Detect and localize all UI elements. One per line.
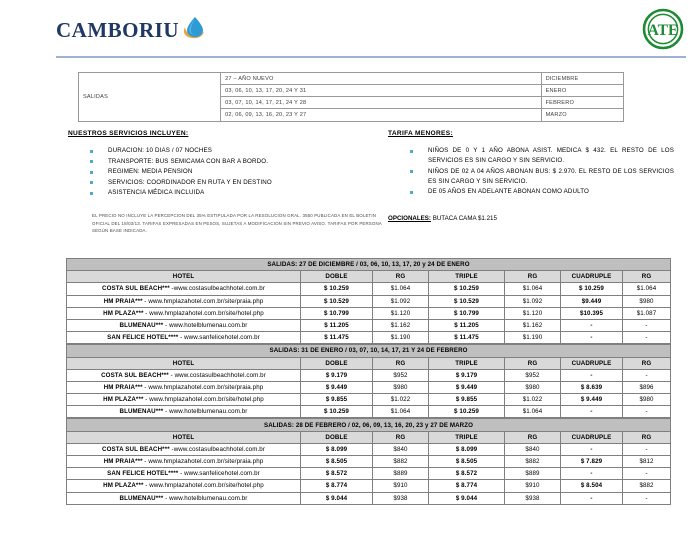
price-table-band-row [67, 345, 671, 357]
price-doble: $ 9.044 [301, 492, 373, 504]
price-rg3: - [623, 468, 671, 480]
price-rg1: $840 [373, 443, 429, 455]
price-cuadruple: - [561, 319, 623, 331]
table-row [67, 456, 671, 468]
column-header-doble: DOBLE [301, 357, 373, 369]
table-row [67, 283, 671, 295]
column-header-doble: DOBLE [301, 431, 373, 443]
price-doble: $ 8.572 [301, 468, 373, 480]
hotel-site: - www.hotelblumenau.com.br [163, 494, 248, 502]
price-rg1: $952 [373, 369, 429, 381]
menores-title: TARIFA MENORES: [388, 130, 453, 137]
price-cuadruple: $ 9.449 [561, 394, 623, 406]
list-item: ASISTENCIA MÉDICA INCLUIDA [90, 188, 378, 198]
price-rg1: $910 [373, 480, 429, 492]
hotel-site: - www.hmplazahotel.com.br/site/hotel.php [143, 396, 264, 404]
hotel-name: SAN FELICE HOTEL**** [107, 470, 179, 478]
price-triple: $ 11.475 [429, 332, 505, 344]
price-triple: $ 10.259 [429, 406, 505, 418]
price-cuadruple: - [561, 468, 623, 480]
hotel-name: HM PLAZA*** [103, 482, 144, 490]
table-row [67, 492, 671, 504]
hotel-site: -www.costasulbeachhotel.com.br [169, 445, 265, 453]
price-rg1: $1.022 [373, 394, 429, 406]
table-row [67, 381, 671, 393]
hotel-name: HM PRAIA*** [103, 383, 143, 391]
price-table-header-row [67, 357, 671, 369]
price-rg1: $1.092 [373, 295, 429, 307]
brand-title: CAMBORIU [56, 18, 179, 42]
menores-list [388, 146, 678, 197]
servicios-title: NUESTROS SERVICIOS INCLUYEN: [68, 130, 189, 137]
hotel-site: - www.hmplazahotel.com.br/site/praia.php [142, 383, 264, 391]
price-rg2: $938 [505, 492, 561, 504]
column-header-triple: TRIPLE [429, 271, 505, 283]
price-rg1: $1.064 [373, 406, 429, 418]
hotel-name: HM PRAIA*** [103, 297, 143, 305]
column-header-doble: DOBLE [301, 271, 373, 283]
price-rg2: $889 [505, 468, 561, 480]
list-item: REGIMEN: MEDIA PENSION [90, 167, 378, 177]
price-doble: $ 11.205 [301, 319, 373, 331]
hotel-name: COSTA SUL BEACH*** [102, 285, 170, 293]
salidas-schedule-table [78, 72, 624, 122]
hotel-name: HM PLAZA*** [103, 396, 144, 404]
price-cuadruple: $ 10.259 [561, 283, 623, 295]
price-table-band-row [67, 419, 671, 431]
salidas-dates: 02, 06, 09, 13, 16, 20, 23 Y 27 [221, 109, 541, 121]
price-rg2: $1.064 [505, 283, 561, 295]
column-header-triple: TRIPLE [429, 357, 505, 369]
price-triple: $ 10.799 [429, 307, 505, 319]
hotel-name: HM PLAZA*** [103, 309, 144, 317]
hotel-cell [67, 283, 301, 295]
price-table-3 [66, 418, 671, 504]
salidas-month: ENERO [541, 85, 623, 97]
price-rg1: $1.120 [373, 307, 429, 319]
price-doble: $ 8.099 [301, 443, 373, 455]
table-row [67, 319, 671, 331]
ate-logo-text: ATE [647, 22, 679, 39]
hotel-site: - www.hmplazahotel.com.br/site/hotel.php [143, 309, 264, 317]
price-rg3: $812 [623, 456, 671, 468]
column-header-rg3: RG [623, 431, 671, 443]
price-triple: $ 8.572 [429, 468, 505, 480]
hotel-site: - www.sanfelicehotel.com.br [178, 334, 260, 342]
price-rg2: $980 [505, 381, 561, 393]
price-cuadruple: $ 7.829 [561, 456, 623, 468]
price-rg1: $1.162 [373, 319, 429, 331]
salidas-dates: 03, 07, 10, 14, 17, 21, 24 Y 28 [221, 97, 541, 109]
price-cuadruple: - [561, 332, 623, 344]
hotel-cell [67, 406, 301, 418]
price-rg3: - [623, 369, 671, 381]
price-rg2: $882 [505, 456, 561, 468]
price-rg2: $910 [505, 480, 561, 492]
price-cuadruple: - [561, 369, 623, 381]
legal-disclaimer: EL PRECIO NO INCLUYE LA PERCEPCION DEL 35% ESTIPULADA POR LA RESOLUCION GRAL. 3550 PUBLICADA EN EL BOLETIN OFICIAL DEL 18/03/13. TARIFAS EXPRESADAS EN PESOS, SUJETAS A MODIFICACION SIN PREVIO AVISO. TARIFAS POR PERSONA SEGÚN BASE INDICADA. [92, 213, 382, 234]
price-rg3: $980 [623, 295, 671, 307]
salidas-month: FEBRERO [541, 97, 623, 109]
hotel-name: COSTA SUL BEACH*** [101, 371, 169, 379]
hotel-cell [67, 381, 301, 393]
hotel-cell [67, 456, 301, 468]
hotel-cell [67, 480, 301, 492]
price-triple: $ 9.179 [429, 369, 505, 381]
hotel-site: - www.hotelblumenau.com.br [163, 408, 248, 416]
hotel-cell [67, 369, 301, 381]
price-cuadruple: - [561, 443, 623, 455]
list-item: TRANSPORTE: BUS SEMICAMA CON BAR A BORDO. [90, 157, 378, 167]
hotel-name: COSTA SUL BEACH*** [102, 445, 170, 453]
salidas-table-body [79, 73, 624, 122]
hotel-site: -www.costasulbeachhotel.com.br [169, 285, 265, 293]
price-triple: $ 11.205 [429, 319, 505, 331]
column-header-cuadruple: CUADRUPLE [561, 431, 623, 443]
price-triple: $ 9.449 [429, 381, 505, 393]
column-header-rg3: RG [623, 357, 671, 369]
price-rg2: $1.120 [505, 307, 561, 319]
price-table-band: SALIDAS: 27 DE DICIEMBRE / 03, 06, 10, 13, 17, 20 y 24 DE ENERO [67, 259, 671, 271]
column-header-hotel: HOTEL [67, 431, 301, 443]
price-rg3: $882 [623, 480, 671, 492]
price-triple: $ 10.529 [429, 295, 505, 307]
price-rg3: $1.087 [623, 307, 671, 319]
hotel-name: BLUMENAU*** [119, 322, 164, 330]
price-cuadruple: $ 8.504 [561, 480, 623, 492]
salidas-month: MARZO [541, 109, 623, 121]
price-table-band: SALIDAS: 31 DE ENERO / 03, 07, 10, 14, 17, 21 Y 24 DE FEBRERO [67, 345, 671, 357]
list-item: DURACION: 10 DIAS / 07 NOCHES [90, 146, 378, 156]
table-row [79, 73, 624, 85]
price-triple: $ 8.099 [429, 443, 505, 455]
hotel-site: - www.hotelblumenau.com.br [163, 322, 248, 330]
price-rg1: $1.190 [373, 332, 429, 344]
price-rg2: $1.092 [505, 295, 561, 307]
table-row [67, 480, 671, 492]
menores-column [388, 130, 678, 198]
price-triple: $ 9.855 [429, 394, 505, 406]
hotel-cell [67, 468, 301, 480]
price-doble: $ 9.179 [301, 369, 373, 381]
list-item: SERVICIOS: COORDINADOR EN RUTA Y EN DESTINO [90, 178, 378, 188]
hotel-cell [67, 332, 301, 344]
hotel-cell [67, 307, 301, 319]
price-table-2 [66, 344, 671, 418]
column-header-rg3: RG [623, 271, 671, 283]
price-rg3: $896 [623, 381, 671, 393]
hotel-cell [67, 492, 301, 504]
price-rg3: - [623, 319, 671, 331]
list-item: NIÑOS DE 0 Y 1 AÑO ABONA ASIST. MEDICA $ 432. EL RESTO DE LOS SERVICIOS ES SIN CARGO Y SIN SERVICIO. [410, 146, 678, 166]
hotel-site: - www.hmplazahotel.com.br/site/praia.php [142, 297, 264, 305]
price-triple: $ 10.259 [429, 283, 505, 295]
price-rg1: $882 [373, 456, 429, 468]
price-rg2: $840 [505, 443, 561, 455]
price-doble: $ 8.505 [301, 456, 373, 468]
servicios-list [68, 146, 378, 198]
ate-logo [642, 8, 684, 50]
price-triple: $ 8.774 [429, 480, 505, 492]
price-triple: $ 9.044 [429, 492, 505, 504]
hotel-name: SAN FELICE HOTEL**** [107, 334, 179, 342]
price-rg1: $938 [373, 492, 429, 504]
column-header-hotel: HOTEL [67, 357, 301, 369]
column-header-rg1: RG [373, 357, 429, 369]
price-cuadruple: $9.449 [561, 295, 623, 307]
price-rg3: $1.064 [623, 283, 671, 295]
hotel-site: - www.hmplazahotel.com.br/site/hotel.php [143, 482, 264, 490]
price-tables [66, 258, 657, 505]
price-doble: $ 9.855 [301, 394, 373, 406]
hotel-cell [67, 394, 301, 406]
salidas-dates: 03, 06, 10, 13, 17, 20, 24 Y 31 [221, 85, 541, 97]
column-header-rg2: RG [505, 431, 561, 443]
table-row [67, 295, 671, 307]
price-table-header-row [67, 431, 671, 443]
price-rg2: $952 [505, 369, 561, 381]
price-doble: $ 10.259 [301, 283, 373, 295]
column-header-cuadruple: CUADRUPLE [561, 271, 623, 283]
price-doble: $ 10.799 [301, 307, 373, 319]
price-table-band: SALIDAS: 28 DE FEBRERO / 02, 06, 09, 13, 16, 20, 23 y 27 DE MARZO [67, 419, 671, 431]
salidas-dates: 27 – AÑO NUEVO [221, 73, 541, 85]
price-cuadruple: - [561, 406, 623, 418]
opcionales-value: BUTACA CAMA $1.215 [430, 215, 497, 222]
price-doble: $ 9.449 [301, 381, 373, 393]
price-triple: $ 8.505 [429, 456, 505, 468]
price-cuadruple: $10.395 [561, 307, 623, 319]
table-row [67, 332, 671, 344]
header-divider [56, 56, 686, 58]
table-row [67, 307, 671, 319]
price-rg3: - [623, 443, 671, 455]
hotel-name: HM PRAIA*** [103, 458, 143, 466]
salidas-row-label: SALIDAS [79, 73, 221, 122]
price-doble: $ 10.259 [301, 406, 373, 418]
table-row [67, 394, 671, 406]
price-table-band-row [67, 259, 671, 271]
column-header-rg2: RG [505, 271, 561, 283]
price-cuadruple: $ 8.639 [561, 381, 623, 393]
servicios-column [68, 130, 378, 199]
table-row [67, 406, 671, 418]
price-rg3: - [623, 332, 671, 344]
price-rg1: $1.064 [373, 283, 429, 295]
column-header-triple: TRIPLE [429, 431, 505, 443]
list-item: DE 05 AÑOS EN ADELANTE ABONAN COMO ADULTO [410, 187, 678, 197]
column-header-rg1: RG [373, 431, 429, 443]
table-row [67, 468, 671, 480]
price-doble: $ 8.774 [301, 480, 373, 492]
hotel-site: - www.sanfelicehotel.com.br [178, 470, 260, 478]
hotel-name: BLUMENAU*** [119, 408, 164, 416]
water-drop-icon [181, 15, 207, 45]
opcionales-note [388, 215, 497, 222]
price-table-1 [66, 258, 671, 344]
price-rg2: $1.190 [505, 332, 561, 344]
price-rg3: - [623, 406, 671, 418]
hotel-cell [67, 443, 301, 455]
price-rg1: $889 [373, 468, 429, 480]
price-rg3: - [623, 492, 671, 504]
hotel-name: BLUMENAU*** [119, 494, 164, 502]
hotel-site: - www.costasulbeachhotel.com.br [168, 371, 266, 379]
table-row [67, 369, 671, 381]
list-item: NIÑOS DE 02 A 04 AÑOS ABONAN BUS: $ 2.970. EL RESTO DE LOS SERVICIOS ES SIN CARGO Y SIN SERVICIO. [410, 167, 678, 187]
price-rg1: $980 [373, 381, 429, 393]
opcionales-label: OPCIONALES: [388, 215, 431, 222]
table-row [67, 443, 671, 455]
price-rg2: $1.064 [505, 406, 561, 418]
salidas-month: DICIEMBRE [541, 73, 623, 85]
price-rg2: $1.022 [505, 394, 561, 406]
hotel-site: - www.hmplazahotel.com.br/site/praia.php [142, 458, 264, 466]
column-header-rg2: RG [505, 357, 561, 369]
price-doble: $ 11.475 [301, 332, 373, 344]
price-cuadruple: - [561, 492, 623, 504]
column-header-cuadruple: CUADRUPLE [561, 357, 623, 369]
column-header-hotel: HOTEL [67, 271, 301, 283]
column-header-rg1: RG [373, 271, 429, 283]
page-header [0, 0, 700, 62]
price-table-header-row [67, 271, 671, 283]
price-rg3: $980 [623, 394, 671, 406]
price-doble: $ 10.529 [301, 295, 373, 307]
price-rg2: $1.162 [505, 319, 561, 331]
hotel-cell [67, 319, 301, 331]
hotel-cell [67, 295, 301, 307]
